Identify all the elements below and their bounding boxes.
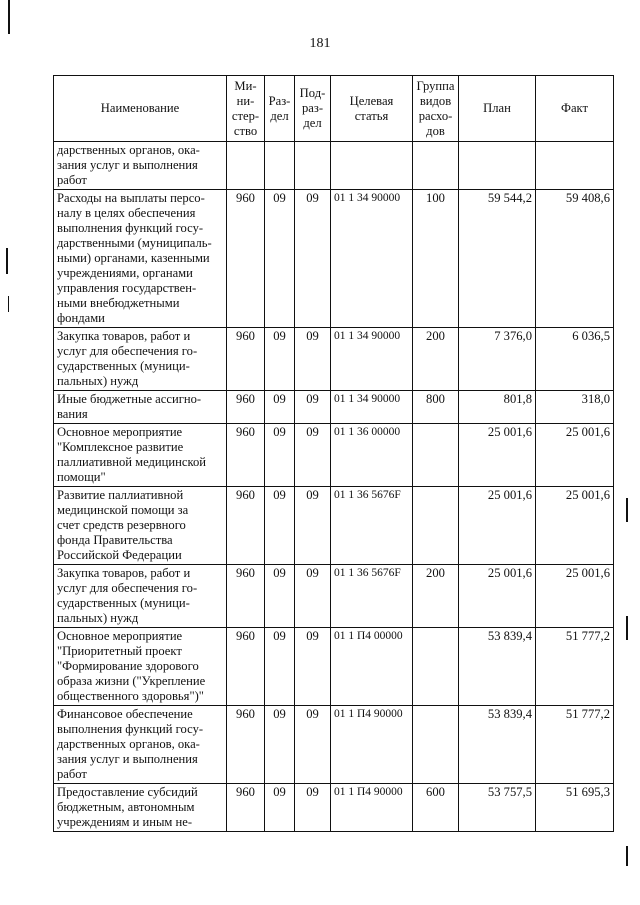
cell-plan: 59 544,2 [459,190,536,328]
column-header-line: Факт [561,101,588,115]
cell-name-line: Расходы на выплаты персо- [57,191,205,205]
cell-fact: 318,0 [536,391,614,424]
cell-subsection: 09 [295,706,331,784]
cell-name-line: услуг для обеспечения го- [57,581,198,595]
cell-name [54,784,227,832]
cell-plan: 25 001,6 [459,487,536,565]
scan-edge-mark [626,616,628,640]
cell-group: 800 [413,391,459,424]
scan-edge-mark [8,0,10,34]
cell-target: 01 1 34 90000 [331,190,413,328]
cell-name-line: пальных) нужд [57,374,139,388]
cell-fact: 59 408,6 [536,190,614,328]
column-header-line: Под- [299,86,326,100]
cell-ministry [227,142,265,190]
cell-name-line: сударственных (муници- [57,596,190,610]
cell-name-line: учреждениям и иным не- [57,815,193,829]
cell-name-line: ными внебюджетными [57,296,180,310]
cell-name-line: услуг для обеспечения го- [57,344,198,358]
cell-name-line: медицинской помощи за [57,503,189,517]
cell-name [54,391,227,424]
column-header-line: ство [233,123,258,138]
cell-name [54,424,227,487]
cell-plan: 53 757,5 [459,784,536,832]
column-header-section [265,76,295,142]
cell-ministry: 960 [227,706,265,784]
cell-ministry: 960 [227,628,265,706]
cell-subsection: 09 [295,190,331,328]
header-row [54,76,614,142]
column-header-plan [459,76,536,142]
cell-section [265,142,295,190]
cell-subsection: 09 [295,487,331,565]
cell-name-line: Закупка товаров, работ и [57,329,191,343]
column-header-name [54,76,227,142]
cell-name-line: Развитие паллиативной [57,488,184,502]
cell-fact: 51 777,2 [536,628,614,706]
cell-name-line: Финансовое обеспечение [57,707,193,721]
cell-fact: 6 036,5 [536,328,614,391]
table-row [54,391,614,424]
cell-name-line: ными) органами, казенными [57,251,210,265]
cell-name-line: выполнения функций госу- [57,722,204,736]
cell-plan [459,142,536,190]
cell-name-line: зания услуг и выполнения [57,158,198,172]
column-header-line: расхо- [418,108,453,123]
cell-name-line: образа жизни ("Укрепление [57,674,206,688]
cell-name [54,190,227,328]
cell-name-line: Иные бюджетные ассигно- [57,392,202,406]
cell-section: 09 [265,328,295,391]
cell-ministry: 960 [227,784,265,832]
cell-name-line: выполнения функций госу- [57,221,204,235]
cell-plan: 53 839,4 [459,628,536,706]
column-header-line: раз- [301,101,324,115]
cell-subsection: 09 [295,424,331,487]
cell-section: 09 [265,424,295,487]
cell-name-line: помощи" [57,470,106,484]
cell-name-line: сударственных (муници- [57,359,190,373]
cell-plan: 801,8 [459,391,536,424]
cell-section: 09 [265,706,295,784]
cell-subsection: 09 [295,328,331,391]
column-header-target [331,76,413,142]
cell-group: 200 [413,565,459,628]
cell-name [54,628,227,706]
table-row [54,487,614,565]
table-row [54,424,614,487]
table-row [54,706,614,784]
cell-subsection: 09 [295,565,331,628]
cell-name-line: "Комплексное развитие [57,440,184,454]
cell-name [54,706,227,784]
cell-group: 100 [413,190,459,328]
cell-name-line: дарственных органов, ока- [57,737,200,751]
cell-fact: 51 695,3 [536,784,614,832]
cell-target: 01 1 36 00000 [331,424,413,487]
cell-name [54,487,227,565]
cell-subsection: 09 [295,628,331,706]
scan-edge-mark [6,248,8,274]
cell-target [331,142,413,190]
cell-section: 09 [265,628,295,706]
cell-fact: 25 001,6 [536,424,614,487]
cell-target: 01 1 П4 00000 [331,628,413,706]
cell-name-line: учреждениями, органами [57,266,193,280]
table-row [54,328,614,391]
cell-section: 09 [265,784,295,832]
column-header-line: План [483,101,511,115]
table-row [54,190,614,328]
column-header-line: видов [419,93,452,108]
column-header-ministry [227,76,265,142]
cell-group: 200 [413,328,459,391]
cell-subsection: 09 [295,784,331,832]
cell-target: 01 1 34 90000 [331,328,413,391]
table-row [54,142,614,190]
cell-name-line: Предоставление субсидий [57,785,198,799]
cell-target: 01 1 36 5676F [331,565,413,628]
table-row [54,628,614,706]
cell-ministry: 960 [227,391,265,424]
cell-name [54,328,227,391]
cell-plan: 25 001,6 [459,424,536,487]
cell-target: 01 1 П4 90000 [331,706,413,784]
cell-section: 09 [265,190,295,328]
cell-name-line: счет средств резервного [57,518,186,532]
cell-group [413,628,459,706]
cell-fact: 51 777,2 [536,706,614,784]
cell-name-line: Основное мероприятие [57,425,183,439]
column-header-line: Раз- [268,93,291,108]
cell-name-line: общественного здоровья")" [57,689,204,703]
column-header-line: дов [426,123,445,138]
cell-name-line: налу в целях обеспечения [57,206,196,220]
cell-plan: 7 376,0 [459,328,536,391]
column-header-line: Целевая [349,93,394,108]
column-header-line: стер- [231,108,260,123]
cell-subsection [295,142,331,190]
cell-fact: 25 001,6 [536,487,614,565]
cell-ministry: 960 [227,565,265,628]
cell-name [54,565,227,628]
page-number: 181 [309,36,331,51]
cell-ministry: 960 [227,190,265,328]
cell-name-line: фондами [57,311,105,325]
cell-name-line: Закупка товаров, работ и [57,566,191,580]
column-header-line: дел [270,108,289,123]
cell-section: 09 [265,391,295,424]
cell-name-line: зания услуг и выполнения [57,752,198,766]
cell-name-line: "Формирование здорового [57,659,199,673]
cell-group [413,706,459,784]
cell-ministry: 960 [227,328,265,391]
cell-name-line: Российской Федерации [57,548,182,562]
column-header-line: Наименование [100,101,180,115]
cell-group [413,487,459,565]
cell-name-line: фонда Правительства [57,533,173,547]
column-header-group [413,76,459,142]
cell-name-line: "Приоритетный проект [57,644,182,658]
cell-fact: 25 001,6 [536,565,614,628]
cell-ministry: 960 [227,487,265,565]
cell-name-line: вания [57,407,88,421]
column-header-subsection [295,76,331,142]
column-header-line: дел [303,116,322,130]
cell-subsection: 09 [295,391,331,424]
table-row [54,784,614,832]
cell-section: 09 [265,565,295,628]
cell-group [413,142,459,190]
cell-plan: 53 839,4 [459,706,536,784]
cell-name-line: работ [57,173,87,187]
cell-ministry: 960 [227,424,265,487]
column-header-line: Группа [416,78,455,93]
budget-table [53,75,614,832]
column-header-line: ни- [236,93,255,108]
cell-target: 01 1 П4 90000 [331,784,413,832]
scan-edge-mark [626,846,628,866]
cell-fact [536,142,614,190]
cell-group: 600 [413,784,459,832]
cell-name [54,142,227,190]
cell-name-line: пальных) нужд [57,611,139,625]
column-header-fact [536,76,614,142]
scan-edge-mark [626,498,628,522]
cell-name-line: паллиативной медицинской [57,455,206,469]
cell-plan: 25 001,6 [459,565,536,628]
cell-name-line: дарственных органов, ока- [57,143,200,157]
cell-name-line: дарственными (муниципаль- [57,236,212,250]
table-body [54,142,614,832]
table-row [54,565,614,628]
cell-section: 09 [265,487,295,565]
table-header [54,76,614,142]
column-header-line: статья [354,108,389,123]
cell-name-line: бюджетным, автономным [57,800,195,814]
cell-group [413,424,459,487]
column-header-line: Ми- [234,78,257,93]
cell-name-line: управления государствен- [57,281,197,295]
cell-name-line: Основное мероприятие [57,629,183,643]
cell-target: 01 1 36 5676F [331,487,413,565]
cell-target: 01 1 34 90000 [331,391,413,424]
scan-edge-mark [8,296,9,312]
cell-name-line: работ [57,767,87,781]
